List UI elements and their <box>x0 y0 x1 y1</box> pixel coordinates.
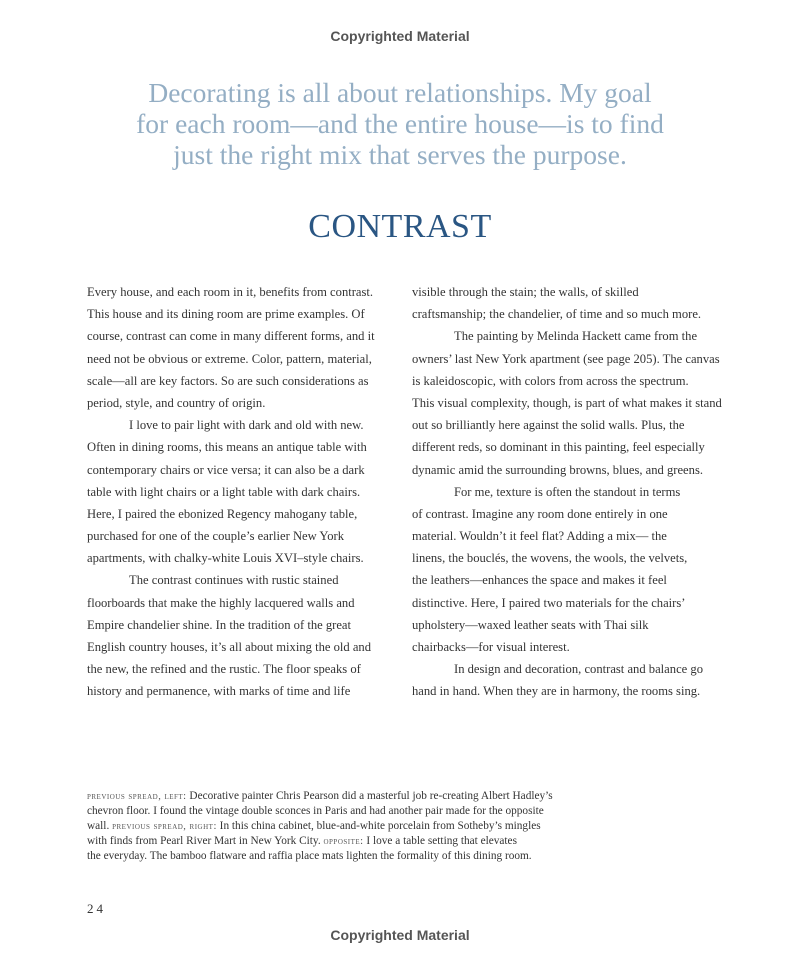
body-text-line: material. Wouldn’t it feel flat? Adding a mix— the <box>412 529 667 544</box>
pull-quote-line: for each room—and the entire house—is to find <box>136 108 664 139</box>
body-column-right <box>412 281 732 703</box>
body-text-line: craftsmanship; the chandelier, of time and so much more. <box>412 307 702 322</box>
pull-quote-line: just the right mix that serves the purpose. <box>173 139 627 170</box>
section-heading: CONTRAST <box>308 208 492 245</box>
body-text-line: contemporary chairs or vice versa; it can also be a dark <box>87 462 365 477</box>
caption-text: I love a table setting that elevates <box>363 835 517 847</box>
caption-text: the everyday. The bamboo flatware and raffia place mats lighten the formality of this dining room. <box>87 850 532 862</box>
body-text-line: upholstery—waxed leather seats with Thai silk <box>412 617 649 632</box>
caption-label: opposite: <box>323 836 364 847</box>
body-text-line: hand in hand. When they are in harmony, the rooms sing. <box>412 684 701 699</box>
caption-text: wall. <box>87 820 113 832</box>
body-text-line: the new, the refined and the rustic. The floor speaks of <box>87 662 361 677</box>
caption-text: with finds from Pearl River Mart in New York City. <box>87 835 324 847</box>
body-text-line: chairbacks—for visual interest. <box>412 640 570 654</box>
body-text-line: is kaleidoscopic, with colors from across the spectrum. <box>412 373 689 388</box>
body-text-line: The contrast continues with rustic stained <box>129 573 339 588</box>
caption-line <box>87 789 553 804</box>
body-text-line: course, contrast can come in many different forms, and it <box>87 329 375 344</box>
caption-text: In this china cabinet, blue-and-white porcelain from Sotheby’s mingles <box>216 820 541 832</box>
body-column-left <box>87 281 407 703</box>
photo-caption <box>87 789 553 864</box>
page-number: 24 <box>87 901 106 916</box>
body-text-line: out so brilliantly here against the solid walls. Plus, the <box>412 418 685 433</box>
body-text-line: This visual complexity, though, is part of what makes it stand <box>412 395 722 410</box>
caption-label: previous spread, right: <box>112 821 217 832</box>
body-text-line: history and permanence, with marks of time and life <box>87 684 351 699</box>
caption-line <box>87 804 553 819</box>
body-text-line: Often in dining rooms, this means an antique table with <box>87 440 367 455</box>
body-text-line: visible through the stain; the walls, of skilled <box>412 285 639 299</box>
body-text-line: Empire chandelier shine. In the tradition of the great <box>87 617 352 632</box>
body-text-line: owners’ last New York apartment (see page 205). The canvas <box>412 351 720 366</box>
body-text-line: I love to pair light with dark and old with new. <box>129 418 364 433</box>
body-text-line: apartments, with chalky-white Louis XVI–style chairs. <box>87 551 364 566</box>
caption-text: chevron floor. I found the vintage double sconces in Paris and had another pair made for the opposite <box>87 805 544 817</box>
body-text-line: The painting by Melinda Hackett came from the <box>454 329 698 344</box>
body-text-line: table with light chairs or a light table with dark chairs. <box>87 484 361 499</box>
body-text-line: different reds, so dominant in this painting, feel especially <box>412 440 705 455</box>
pull-quote-line: Decorating is all about relationships. My goal <box>148 77 652 108</box>
body-text-line: purchased for one of the couple’s earlier New York <box>87 529 345 544</box>
copyright-watermark-top: Copyrighted Material <box>330 28 470 44</box>
pull-quote <box>0 77 800 170</box>
copyright-watermark-bottom: Copyrighted Material <box>330 927 470 943</box>
body-text-line: need not be obvious or extreme. Color, pattern, material, <box>87 351 372 366</box>
body-text-line: scale—all are key factors. So are such considerations as <box>87 373 369 388</box>
caption-line <box>87 849 553 864</box>
body-text-line: the leathers—enhances the space and makes it feel <box>412 573 667 588</box>
body-text-line: Here, I paired the ebonized Regency mahogany table, <box>87 506 358 521</box>
caption-text: Decorative painter Chris Pearson did a masterful job re-creating Albert Hadley’s <box>186 790 553 802</box>
body-text-line: dynamic amid the surrounding browns, blues, and greens. <box>412 462 703 477</box>
body-text-line: In design and decoration, contrast and balance go <box>454 662 703 677</box>
body-text-line: distinctive. Here, I paired two materials for the chairs’ <box>412 595 686 610</box>
caption-line <box>87 819 553 834</box>
body-text-line: floorboards that make the highly lacquered walls and <box>87 595 355 610</box>
body-text-line: English country houses, it’s all about mixing the old and <box>87 640 372 654</box>
body-text-line: Every house, and each room in it, benefits from contrast. <box>87 285 374 299</box>
caption-label: previous spread, left: <box>87 791 187 802</box>
body-text-line: of contrast. Imagine any room done entirely in one <box>412 506 668 521</box>
body-text-line: For me, texture is often the standout in terms <box>454 484 681 499</box>
body-text-line: period, style, and country of origin. <box>87 395 266 410</box>
caption-line <box>87 834 553 849</box>
body-text-line: This house and its dining room are prime examples. Of <box>87 307 365 322</box>
body-text-line: linens, the bouclés, the wovens, the wools, the velvets, <box>412 551 688 566</box>
